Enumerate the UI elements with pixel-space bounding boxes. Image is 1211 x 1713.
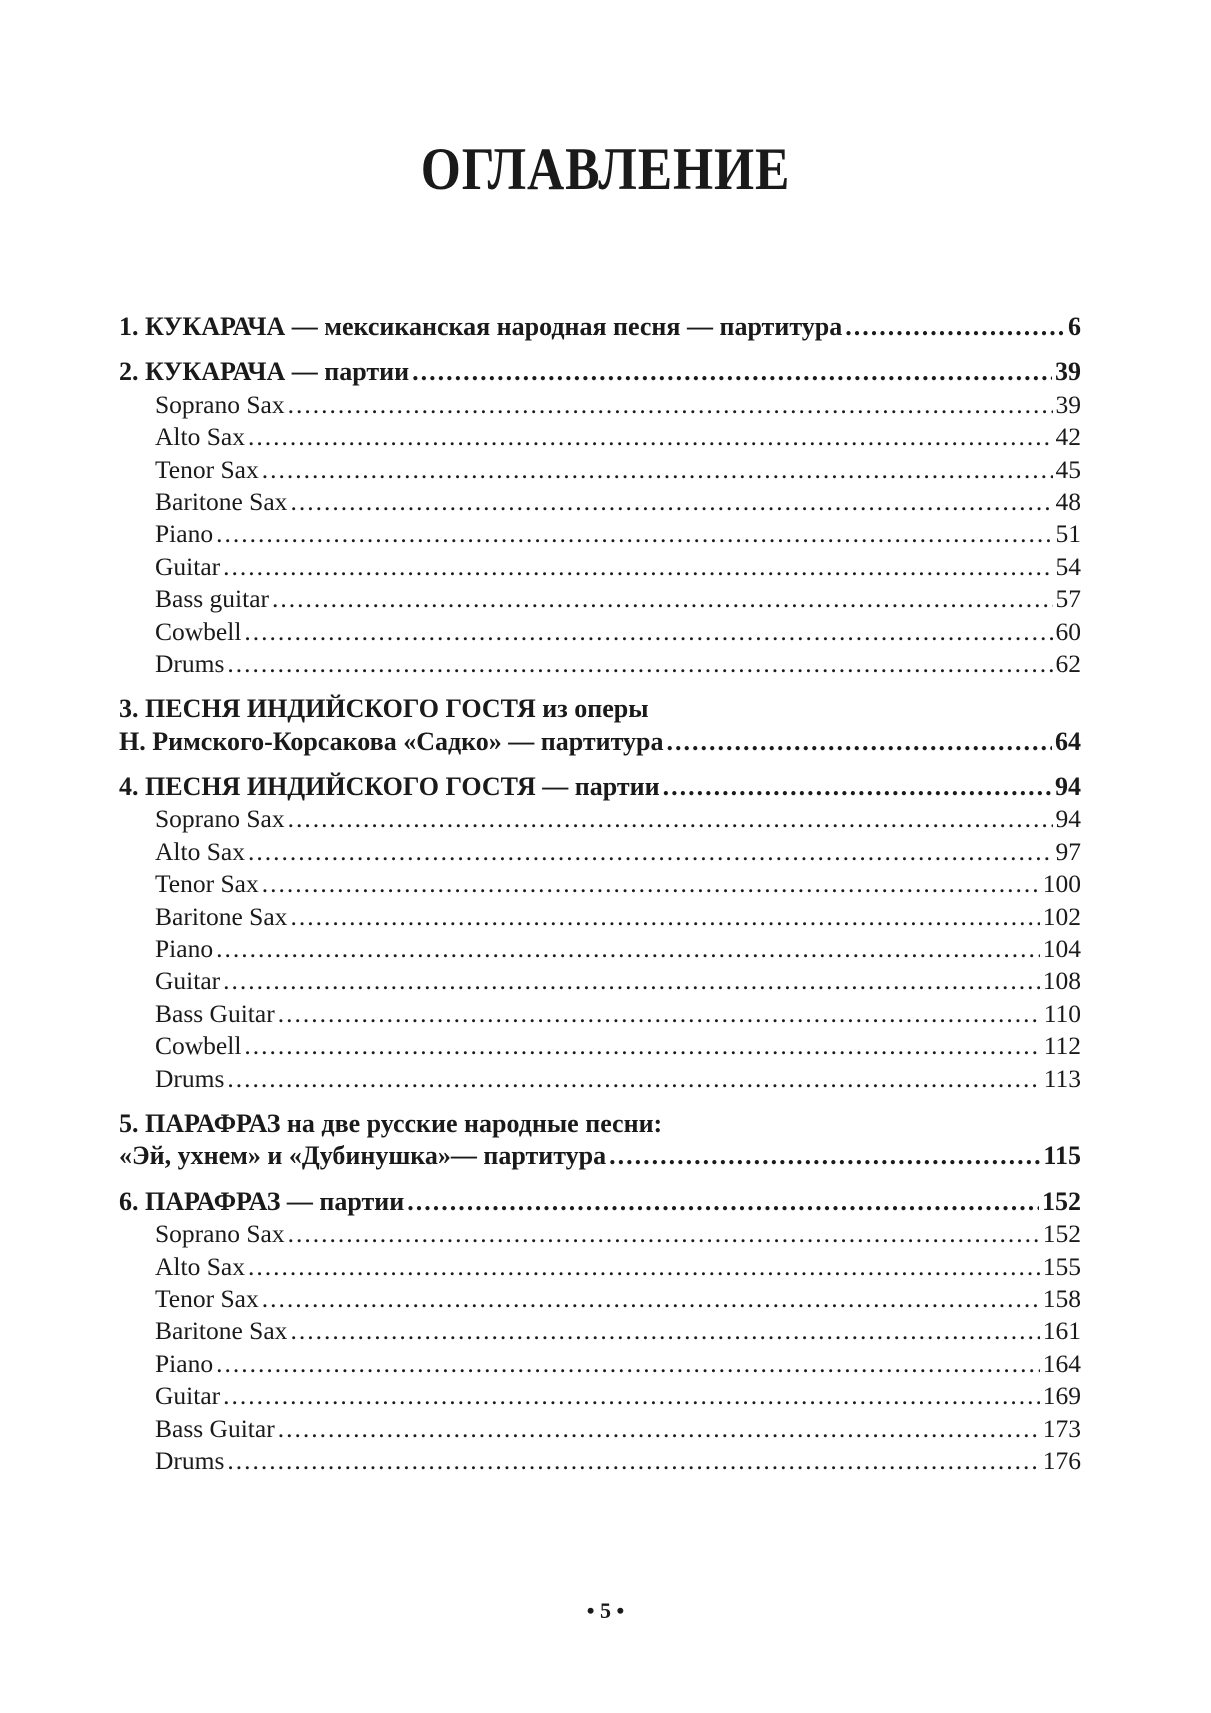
toc-item-label: Bass Guitar [155,998,275,1028]
toc-page-number: 104 [1042,934,1081,964]
toc-item-label: Cowbell [155,616,242,646]
toc-item-label: Tenor Sax [155,454,259,484]
toc-page-number: 176 [1042,1445,1081,1475]
toc-item-label: Piano [155,519,214,549]
toc-heading[interactable] [119,726,1081,758]
dot-leader [663,771,1052,803]
table-of-contents [119,311,1081,1490]
toc-page-number: 62 [1055,648,1081,678]
toc-page-number: 94 [1055,772,1081,802]
toc-page-number: 115 [1043,1141,1081,1171]
dot-leader [227,1063,1040,1095]
toc-item-label: Guitar [155,551,221,581]
dot-leader [609,1140,1040,1172]
toc-page-number: 152 [1042,1186,1081,1216]
toc-page-number: 42 [1055,422,1081,452]
toc-item[interactable] [119,616,1081,648]
dot-leader [288,389,1053,421]
toc-item[interactable] [119,486,1081,518]
toc-item-label: Alto Sax [155,1251,245,1281]
toc-item-label: Soprano Sax [155,804,285,834]
dot-leader [262,1283,1040,1315]
toc-item[interactable] [119,1348,1081,1380]
toc-page-number: 100 [1042,869,1081,899]
toc-item[interactable] [119,998,1081,1030]
toc-page-number: 110 [1043,998,1081,1028]
toc-item[interactable] [119,933,1081,965]
toc-item-label: Piano [155,1348,214,1378]
toc-heading[interactable] [119,693,1081,725]
toc-item[interactable] [119,518,1081,550]
toc-heading[interactable] [119,1108,1081,1140]
dot-leader [223,965,1040,997]
dot-leader [272,583,1052,615]
dot-leader [227,1445,1039,1477]
toc-heading[interactable] [119,771,1081,803]
dot-leader [248,421,1053,453]
dot-leader [227,648,1052,680]
toc-page-number: 39 [1055,357,1081,387]
toc-item[interactable] [119,421,1081,453]
toc-item-label: Cowbell [155,1031,242,1061]
toc-page-number: 94 [1055,804,1081,834]
toc-item[interactable] [119,389,1081,421]
toc-section [119,693,1081,758]
toc-page-number: 155 [1042,1251,1081,1281]
dot-leader [278,1413,1040,1445]
toc-page-number: 152 [1042,1219,1081,1249]
page-title: ОГЛАВЛЕНИЕ [420,136,791,202]
dot-leader [216,1348,1040,1380]
toc-item[interactable] [119,1445,1081,1477]
toc-item-label: Baritone Sax [155,486,288,516]
toc-item-label: Tenor Sax [155,869,259,899]
toc-heading-text: 3. ПЕСНЯ ИНДИЙСКОГО ГОСТЯ из оперы [119,694,649,724]
toc-heading-text: 5. ПАРАФРАЗ на две русские народные песни: [119,1108,663,1138]
toc-page-number: 54 [1055,551,1081,581]
dot-leader [244,1030,1040,1062]
toc-page-number: 164 [1042,1348,1081,1378]
toc-item-label: Drums [155,648,225,678]
toc-item[interactable] [119,1380,1081,1412]
toc-item[interactable] [119,454,1081,486]
dot-leader [407,1186,1039,1218]
page-number: • 5 • [586,1598,625,1623]
toc-page-number: 158 [1042,1283,1081,1313]
toc-page-number: 108 [1042,966,1081,996]
toc-page-number: 57 [1055,584,1081,614]
toc-page-number: 60 [1055,616,1081,646]
toc-page-number: 161 [1042,1316,1081,1346]
dot-leader [278,998,1041,1030]
toc-heading[interactable] [119,1186,1081,1218]
toc-page-number: 173 [1042,1413,1081,1443]
toc-item[interactable] [119,551,1081,583]
toc-page-number: 51 [1055,519,1081,549]
toc-item[interactable] [119,868,1081,900]
toc-item[interactable] [119,836,1081,868]
toc-page-number: 64 [1055,726,1081,756]
toc-heading-text: 1. КУКАРАЧА — мексиканская народная песня — партитура [119,312,843,341]
toc-heading[interactable] [119,1140,1081,1172]
toc-item[interactable] [119,648,1081,680]
toc-page-number: 102 [1042,901,1081,931]
toc-item-label: Bass Guitar [155,1413,275,1443]
toc-item[interactable] [119,965,1081,997]
toc-heading-text: Н. Римского-Корсакова «Садко» — партитура [119,726,664,756]
toc-item-label: Bass guitar [155,584,270,614]
toc-heading[interactable] [119,356,1081,388]
toc-item-label: Guitar [155,966,221,996]
toc-item[interactable] [119,1315,1081,1347]
toc-item-label: Alto Sax [155,422,245,452]
toc-page-number: 6 [1068,312,1081,341]
dot-leader [262,868,1040,900]
toc-page-number: 39 [1055,389,1081,419]
toc-page-number: 97 [1055,836,1081,866]
toc-section [119,1186,1081,1478]
toc-page-number: 48 [1055,486,1081,516]
toc-item[interactable] [119,803,1081,835]
toc-item[interactable] [119,1283,1081,1315]
toc-page-number: 112 [1043,1031,1081,1061]
toc-item[interactable] [119,1413,1081,1445]
dot-leader [223,1380,1040,1412]
toc-section [119,771,1081,1095]
toc-item-label: Drums [155,1445,225,1475]
toc-page-number: 113 [1043,1063,1081,1093]
dot-leader [248,836,1053,868]
toc-item-label: Alto Sax [155,836,245,866]
dot-leader [667,726,1052,758]
toc-item[interactable] [119,583,1081,615]
toc-section [119,1108,1081,1173]
toc-item[interactable] [119,1063,1081,1095]
toc-item-label: Drums [155,1063,225,1093]
toc-item-label: Baritone Sax [155,901,288,931]
toc-item-label: Guitar [155,1381,221,1411]
dot-leader [216,518,1052,550]
toc-item-label: Piano [155,934,214,964]
dot-leader [248,1251,1040,1283]
dot-leader [290,1315,1039,1347]
dot-leader [244,616,1052,648]
dot-leader [845,311,1065,343]
dot-leader [288,1218,1040,1250]
toc-item[interactable] [119,1030,1081,1062]
toc-heading-text: 4. ПЕСНЯ ИНДИЙСКОГО ГОСТЯ — партии [119,772,660,802]
dot-leader [412,356,1052,388]
toc-heading-text: 6. ПАРАФРАЗ — партии [119,1186,405,1216]
toc-item-label: Soprano Sax [155,1219,285,1249]
toc-section [119,356,1081,680]
dot-leader [216,933,1040,965]
toc-section [119,311,1081,343]
toc-page-number: 45 [1055,454,1081,484]
toc-heading-text: «Эй, ухнем» и «Дубинушка»— партитура [119,1141,607,1171]
toc-heading[interactable] [119,311,1081,343]
toc-heading-text: 2. КУКАРАЧА — партии [119,357,410,387]
dot-leader [262,454,1053,486]
toc-item-label: Baritone Sax [155,1316,288,1346]
toc-item[interactable] [119,1218,1081,1250]
dot-leader [288,803,1053,835]
toc-item-label: Tenor Sax [155,1283,259,1313]
toc-item-label: Soprano Sax [155,389,285,419]
toc-item[interactable] [119,901,1081,933]
dot-leader [223,551,1052,583]
toc-item[interactable] [119,1251,1081,1283]
dot-leader [290,901,1039,933]
toc-page-number: 169 [1042,1381,1081,1411]
dot-leader [290,486,1052,518]
